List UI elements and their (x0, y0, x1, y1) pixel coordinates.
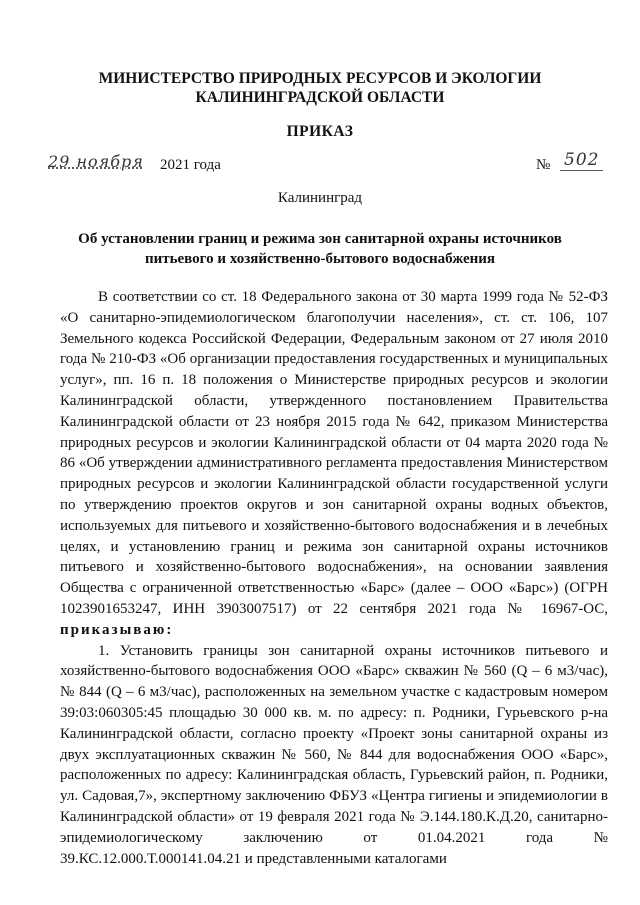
handwritten-number: 502 (560, 150, 603, 171)
preamble-text: В соответствии со ст. 18 Федерального закона от 30 марта 1999 года № 52-ФЗ «О санитарно-эпидемиологическом благополучии населения», ст. ст. 106, 107 Земельного кодекса Российской Федерации, Федеральным законом от 27 июля 2010 года № 210-ФЗ «Об организации предоставления государственных и муниципальных услуг», пп. 16 п. 18 положения о Министерстве природных ресурсов и экологии Калининградской области, утвержденного постановлением Правительства Калининградской области от 23 ноября 2015 года № 642, приказом Министерства природных ресурсов и экологии Калининградской области от 04 марта 2020 года № 86 «Об утверждении административного регламента предоставления Министерством природных ресурсов и экологии Калининградской области государственной услуги по утверждению проектов округов и зон санитарной охраны водных объектов, используемых для питьевого и хозяйственно-бытового водоснабжения и в лечебных целях, и установлению границ и режима зон санитарной охраны источников питьевого и хозяйственно-бытового водоснабжения», на основании заявления Общества с ограниченной ответственностью «Барс» (далее – ООО «Барс») (ОГРН 1023901653247, ИНН 3903007517) от 22 сентября 2021 года № 16967-ОС, (60, 289, 608, 617)
paragraph-preamble (60, 287, 608, 641)
document-title (0, 229, 640, 269)
ministry-header (0, 69, 640, 107)
number-label: № (536, 157, 551, 173)
document-type: ПРИКАЗ (286, 123, 354, 140)
ministry-line-1: МИНИСТЕРСТВО ПРИРОДНЫХ РЕСУРСОВ И ЭКОЛОГИИ (98, 70, 542, 87)
title-line-1: Об установлении границ и режима зон санитарной охраны источников (78, 231, 562, 247)
handwritten-date: 29 ноября (48, 152, 144, 171)
paragraph-item-1: 1. Установить границы зон санитарной охраны источников питьевого и хозяйственно-бытового водоснабжения ООО «Барс» скважин № 560 (Q – 6 м3/час), № 844 (Q – 6 м3/час), расположенных на земельном участке с кадастровым номером 39:03:060305:45 площадью 30 000 кв. м. по адресу: п. Родники, Гурьевского р-на Калининградской области, согласно проекту «Проект зоны санитарной охраны из двух эксплуатационных скважин № 560, № 844 для водоснабжения ООО «Барс», расположенных по адресу: Калининградская область, Гурьевский район, п. Родники, ул. Садовая,7», экспертному заключению ФБУЗ «Центра гигиены и эпидемиологии в Калининградской области» от 19 февраля 2021 года № Э.144.180.К.Д.20, санитарно-эпидемиологическому заключению от 01.04.2021 года № 39.КС.12.000.Т.000141.04.21 и представленными каталогами (60, 642, 608, 867)
city: Калининград (277, 190, 363, 206)
document-body (60, 287, 608, 869)
title-line-2: питьевого и хозяйственно-бытового водоснабжения (144, 251, 496, 267)
prikazyvayu: приказываю: (60, 621, 174, 638)
ministry-line-2: КАЛИНИНГРАДСКОЙ ОБЛАСТИ (195, 89, 445, 106)
date-year: 2021 года (160, 157, 221, 173)
date-number-row (48, 150, 608, 180)
